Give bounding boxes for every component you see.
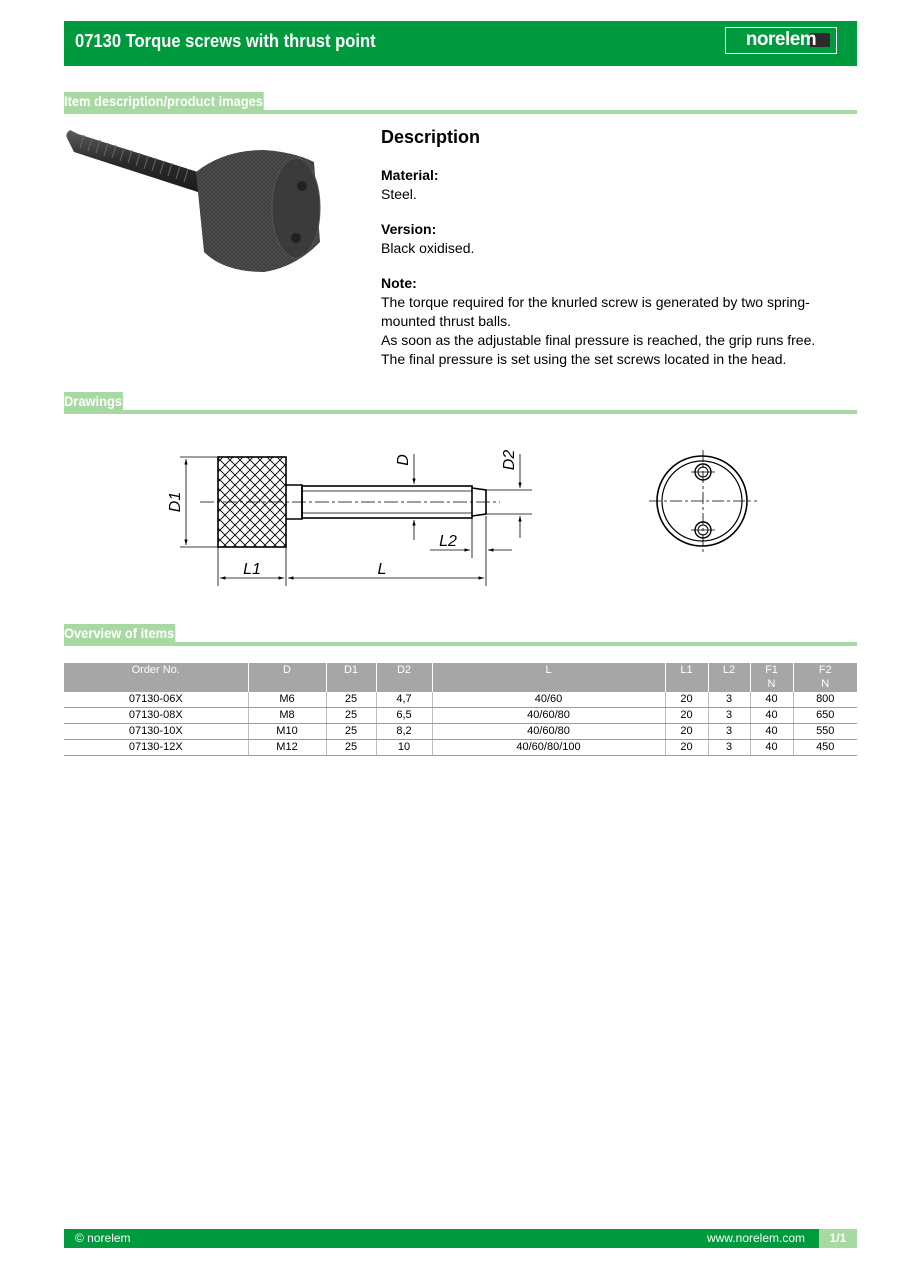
- items-table: [64, 663, 857, 756]
- cell-l: 40/60/80/100: [432, 740, 665, 756]
- cell-d: M12: [248, 740, 326, 756]
- cell-l1: 20: [665, 740, 708, 756]
- knurled-head: [196, 150, 320, 272]
- cell-l1: 20: [665, 692, 708, 708]
- cell-f1: 40: [750, 724, 793, 740]
- cell-d2: 8,2: [376, 724, 432, 740]
- header-d1: D1: [326, 663, 376, 692]
- cell-d1: 25: [326, 692, 376, 708]
- material-block: [381, 166, 851, 204]
- page-title: 07130 Torque screws with thrust point: [75, 31, 376, 51]
- header-l: L: [432, 663, 665, 692]
- label-d: D: [395, 454, 412, 466]
- section-drawings: [64, 392, 857, 414]
- page-footer: [64, 1229, 857, 1248]
- section-divider: [64, 110, 857, 114]
- footer-copyright: © norelem: [75, 1231, 131, 1245]
- side-view-drawing: [160, 440, 540, 590]
- section-title: Drawings: [64, 393, 122, 409]
- section-item-description: [64, 92, 857, 114]
- table-row: [64, 724, 857, 740]
- norelem-logo: [725, 27, 837, 54]
- label-d2: D2: [501, 449, 518, 471]
- material-label: Material:: [381, 167, 439, 183]
- cell-l2: 3: [708, 724, 750, 740]
- header-d2: D2: [376, 663, 432, 692]
- product-description: [381, 128, 851, 385]
- cell-f2: 650: [793, 708, 857, 724]
- table-row: [64, 708, 857, 724]
- cell-f1: 40: [750, 740, 793, 756]
- cell-d2: 10: [376, 740, 432, 756]
- table-row: [64, 740, 857, 756]
- cell-order-no: 07130-12X: [64, 740, 248, 756]
- cell-l2: 3: [708, 708, 750, 724]
- cell-order-no: 07130-08X: [64, 708, 248, 724]
- note-block: [381, 274, 851, 369]
- section-divider: [64, 410, 857, 414]
- table-header-row: [64, 663, 857, 692]
- end-view-drawing: [645, 448, 761, 556]
- label-l2: L2: [439, 533, 457, 550]
- note-line: As soon as the adjustable final pressure is reached, the grip runs free.: [381, 332, 816, 348]
- cell-order-no: 07130-10X: [64, 724, 248, 740]
- cell-d2: 4,7: [376, 692, 432, 708]
- cell-l: 40/60/80: [432, 708, 665, 724]
- cell-l2: 3: [708, 740, 750, 756]
- items-table-wrap: [64, 663, 857, 756]
- cell-d: M10: [248, 724, 326, 740]
- cell-l: 40/60/80: [432, 724, 665, 740]
- note-line: The final pressure is set using the set screws located in the head.: [381, 351, 787, 367]
- cell-d1: 25: [326, 708, 376, 724]
- cell-l2: 3: [708, 692, 750, 708]
- cell-l: 40/60: [432, 692, 665, 708]
- section-title: Item description/product images: [64, 93, 263, 109]
- version-block: [381, 220, 851, 258]
- description-heading: Description: [381, 127, 481, 147]
- header-l1: L1: [665, 663, 708, 692]
- page-header: [64, 21, 857, 66]
- cell-d1: 25: [326, 724, 376, 740]
- note-label: Note:: [381, 275, 417, 291]
- header-order-no: Order No.: [64, 663, 248, 692]
- header-l2: L2: [708, 663, 750, 692]
- label-l: L: [377, 561, 387, 578]
- screw-shaft: [66, 130, 210, 194]
- version-label: Version:: [381, 221, 437, 237]
- version-value: Black oxidised.: [381, 240, 475, 256]
- header-f2: F2 N: [793, 663, 857, 692]
- material-value: Steel.: [381, 186, 417, 202]
- logo-text: norelem: [745, 29, 817, 50]
- cell-order-no: 07130-06X: [64, 692, 248, 708]
- label-d1: D1: [167, 491, 184, 513]
- page-number: 1/1: [819, 1229, 857, 1248]
- cell-d1: 25: [326, 740, 376, 756]
- cell-f1: 40: [750, 692, 793, 708]
- cell-d: M8: [248, 708, 326, 724]
- cell-d: M6: [248, 692, 326, 708]
- table-row: [64, 692, 857, 708]
- cell-l1: 20: [665, 708, 708, 724]
- product-image: [64, 122, 326, 274]
- cell-f2: 450: [793, 740, 857, 756]
- header-f1: F1 N: [750, 663, 793, 692]
- cell-l1: 20: [665, 724, 708, 740]
- footer-website-link[interactable]: www.norelem.com: [706, 1231, 805, 1245]
- cell-f2: 800: [793, 692, 857, 708]
- cell-f2: 550: [793, 724, 857, 740]
- note-line: The torque required for the knurled screw is generated by two spring-mounted thrust balls.: [381, 294, 810, 329]
- cell-f1: 40: [750, 708, 793, 724]
- section-title: Overview of items: [64, 625, 175, 641]
- section-divider: [64, 642, 857, 646]
- label-l1: L1: [243, 561, 261, 578]
- cell-d2: 6,5: [376, 708, 432, 724]
- header-d: D: [248, 663, 326, 692]
- section-overview: [64, 624, 857, 646]
